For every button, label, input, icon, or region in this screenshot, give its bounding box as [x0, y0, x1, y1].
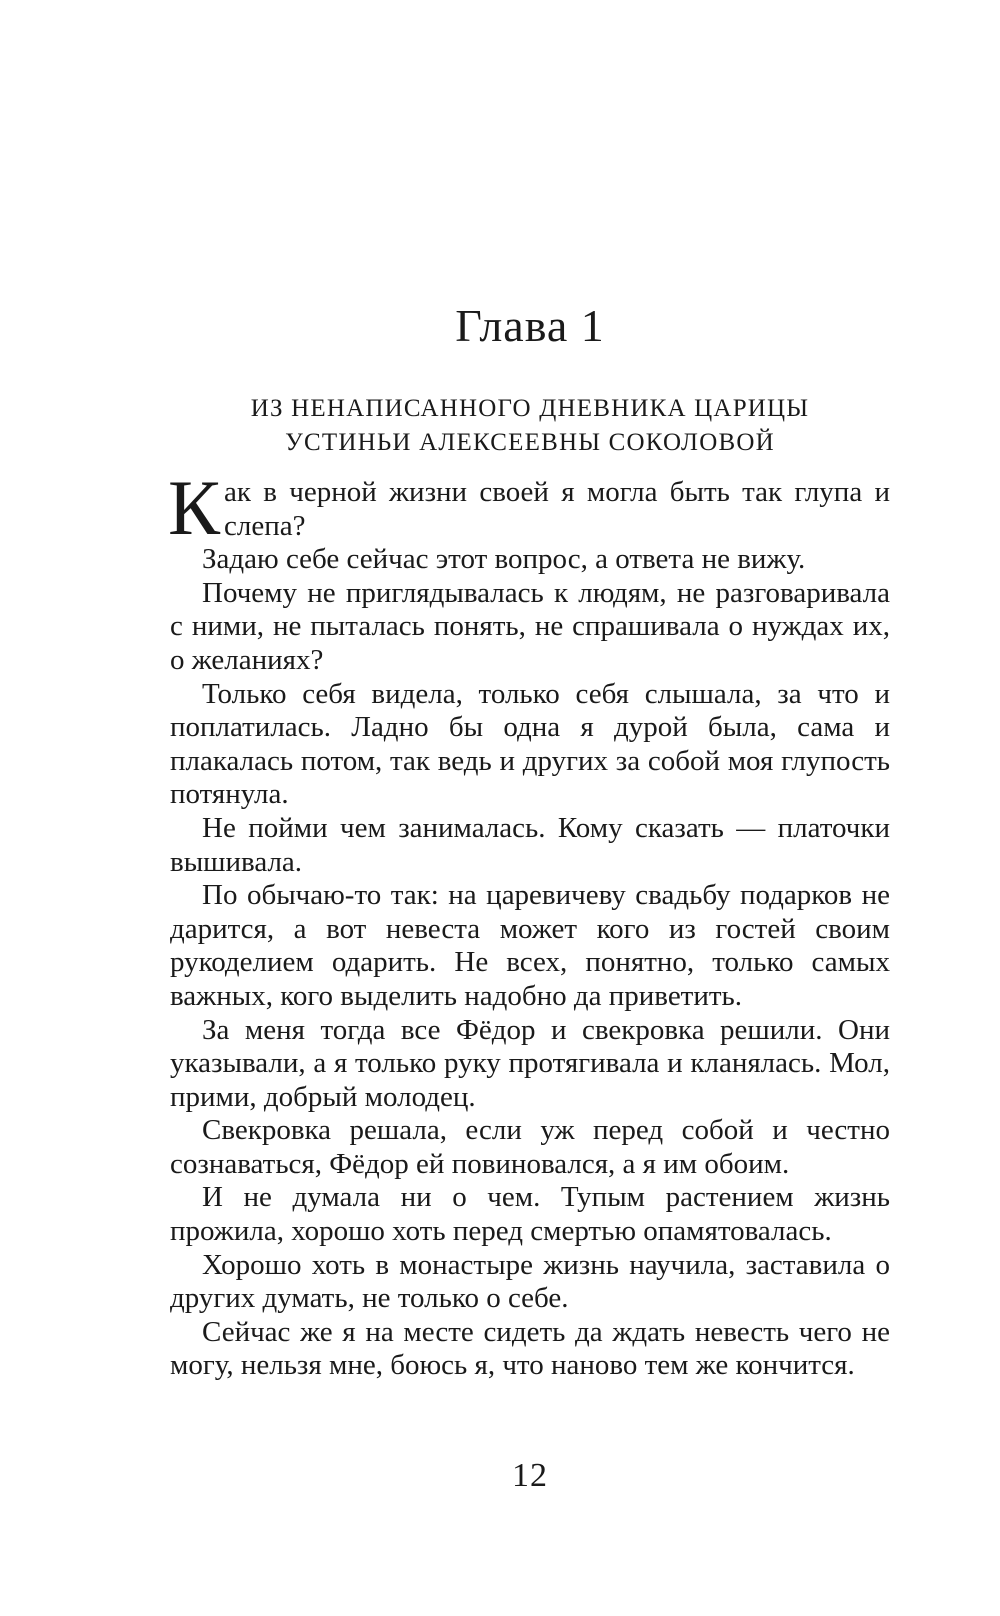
first-paragraph-text: ак в черной жизни своей я могла быть так глупа и слепа? [224, 476, 890, 542]
chapter-subtitle [170, 392, 890, 460]
paragraph: И не думала ни о чем. Тупым растением жизнь прожила, хорошо хоть перед смертью опамятовалась. [170, 1181, 890, 1248]
page-number: 12 [512, 1457, 548, 1494]
paragraph: Почему не приглядывалась к людям, не разговаривала с ними, не пыталась понять, не спрашивала о нуждах их, о желаниях? [170, 576, 890, 676]
paragraph: По обычаю-то так: на царевичеву свадьбу подарков не дарится, а вот невеста может кого из гостей своим рукоделием одарить. Не всех, понятно, только самых важных, кого выделить надобно да приветить. [170, 879, 890, 1012]
paragraph: За меня тогда все Фёдор и свекровка решили. Они указывали, а я только руку протягивала и кланялась. Мол, прими, добрый молодец. [170, 1013, 890, 1113]
body-text [168, 464, 890, 1383]
paragraph: Свекровка решала, если уж перед собой и честно сознаваться, Фёдор ей повиновался, а я им обоим. [170, 1114, 890, 1180]
subtitle-line-1: ИЗ НЕНАПИСАННОГО ДНЕВНИКА ЦАРИЦЫ [250, 395, 810, 422]
subtitle-line-2: УСТИНЬИ АЛЕКСЕЕВНЫ СОКОЛОВОЙ [285, 429, 775, 456]
drop-cap: К [168, 464, 221, 551]
paragraph: Сейчас же я на месте сидеть да ждать невесть чего не могу, нельзя мне, боюсь я, что наново тем же кончится. [170, 1315, 890, 1382]
first-paragraph [168, 464, 890, 551]
paragraph: Только себя видела, только себя слышала, за что и поплатилась. Ладно бы одна я дурой была, сама и плакалась потом, так ведь и других за собой моя глупость потянула. [170, 677, 890, 811]
paragraph: Хорошо хоть в монастыре жизнь научила, заставила о других думать, не только о себе. [170, 1248, 890, 1315]
chapter-title: Глава 1 [455, 300, 605, 351]
paragraph: Задаю себе сейчас этот вопрос, а ответа не вижу. [202, 543, 806, 576]
paragraph: Не пойми чем занималась. Кому сказать — платочки вышивала. [170, 811, 890, 878]
